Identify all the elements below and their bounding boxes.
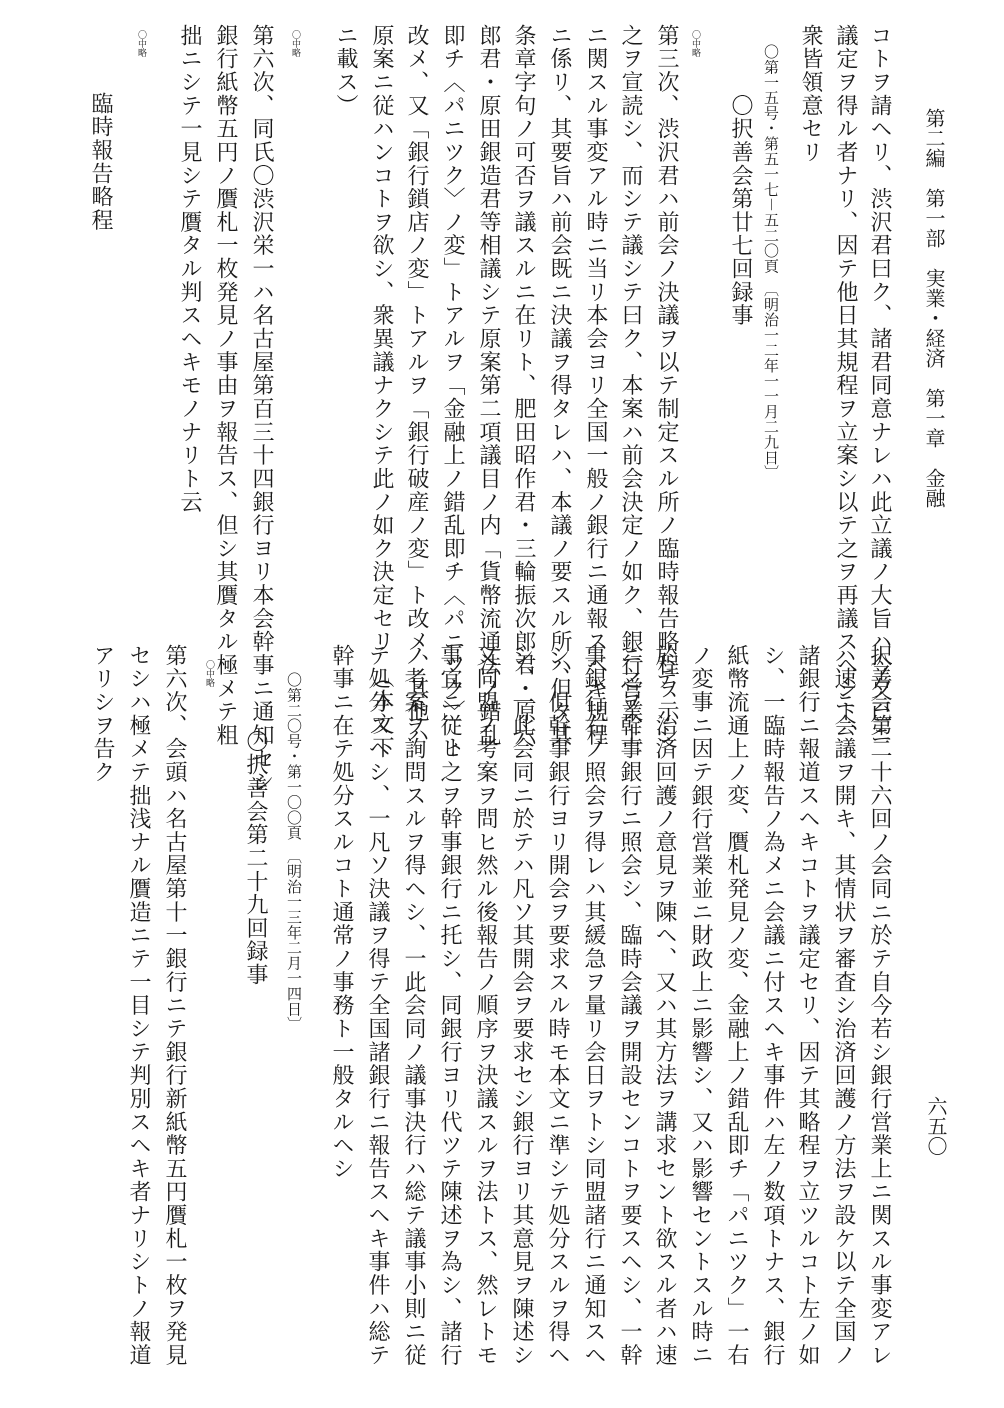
text-line: 改メ、又「銀行鎖店ノ変」トアルヲ「銀行破産ノ変」ト改メ、其他ハ [404, 24, 429, 747]
text-line: 第三次、渋沢君ハ前会ノ決議ヲ以テ制定スル所ノ臨時報告略程ヲ示シ [654, 24, 679, 747]
text-line: ノ考案ヲ詢問スルヲ得ヘシ、一此会同ノ議事決行ハ総テ議事小則ニ従 [401, 644, 426, 1367]
text-line: 衆皆領意セリ [798, 24, 823, 164]
omission-note: 〇中略 [136, 30, 146, 57]
page-number: 六五〇 [924, 1096, 948, 1156]
text-line: ニ関スル事変アル時ニ当リ本会ヨリ全国一般ノ銀行ニ通報スヘキ規程 [583, 24, 608, 747]
text-line: ニ之ヲ幹事銀行ニ照会シ、臨時会議ヲ開設センコトヲ要スヘシ、一幹 [617, 644, 642, 1367]
text-line: 諸銀行ニ報道スヘキコトヲ議定セリ、因テ其略程ヲ立ツルコト左ノ如 [795, 644, 820, 1367]
text-line: シ、但幹事銀行ヨリ開会ヲ要求スル時モ本文ニ準シテ処分スルヲ得ヘ [545, 644, 570, 1367]
text-line: 於テ、治済回護ノ意見ヲ陳ヘ、又ハ其方法ヲ講求セント欲スル者ハ速 [652, 644, 677, 1367]
text-line: 又同盟ノ考案ヲ問ヒ然ル後報告ノ順序ヲ決議スルヲ法トス、然レトモ [473, 644, 498, 1367]
source-citation: 〇第二〇号・第一〇〇頁 〔明治一三年二月一四日〕 [285, 672, 303, 1032]
source-citation: 〇第一五号・第五一七－五二〇頁 〔明治一二年一一月二九日〕 [762, 44, 780, 481]
text-line: 即チ〈パニツク〉ノ変」トアルヲ「金融上ノ錯乱即チ〈パニツク〉」ト [440, 24, 465, 760]
section-heading: 〇択善会第二十九回録事 [243, 730, 268, 987]
text-line: 拙ニシテ一見シテ贋タル判スヘキモノナリト云 [177, 24, 202, 514]
text-line: シ、一此会同ニ於テハ凡ソ其開会ヲ要求セシ銀行ヨリ其意見ヲ陳述シ [509, 644, 534, 1367]
text-line: コトヲ請ヘリ、渋沢君曰ク、諸君同意ナレハ此立議ノ大旨ハ今夕已ニ [867, 24, 892, 747]
text-line: 第六次、会頭ハ名古屋第十一銀行ニテ銀行新紙幣五円贋札一枚ヲ発見 [162, 644, 187, 1367]
text-line: 幹事ニ在テ処分スルコト通常ノ事務ト一般タルヘシ [329, 644, 354, 1181]
omission-note: 〇中略 [290, 30, 300, 57]
text-line: 条章字句ノ可否ヲ議スルニ在リト、肥田昭作君・三輪振次郎君・原六 [511, 24, 536, 747]
text-line: ニ載ス） [333, 24, 358, 118]
text-line: 郎君・原田銀造君等相議シテ原案第二項議目ノ内「貨幣流通法ノ錯乱 [476, 24, 501, 747]
text-line: ノ変事ニ因テ銀行営業並ニ財政上ニ影響シ、又ハ影響セントスル時ニ [688, 644, 713, 1367]
text-line: 事銀行右ノ照会ヲ得レハ其緩急ヲ量リ会日ヲトシ同盟諸行ニ通知スヘ [581, 644, 606, 1367]
text-line: ハ速ニ会議ヲ開キ、其情状ヲ審査シ治済回護ノ方法ヲ設ケ以テ全国ノ [831, 644, 856, 1367]
text-line: 原案ニ従ハンコトヲ欲シ、衆異議ナクシテ此ノ如ク決定セリ （本文下 [369, 24, 394, 760]
text-line: 議定ヲ得ル者ナリ、因テ他日其規程ヲ立案シ以テ之ヲ再議スヘシト、 [833, 24, 858, 747]
text-line: 択善会第二十六回ノ会同ニ於テ自今若シ銀行営業上ニ関スル事変アレ [867, 644, 892, 1367]
text-line: アリシヲ告ク [90, 644, 115, 784]
text-line: 銀行紙幣五円ノ贋札一枚発見ノ事由ヲ報告ス、但シ其贋タル極メテ粗 [213, 24, 238, 747]
text-line: 第六次、同氏〇渋沢栄一ハ名古屋第百三十四銀行ヨリ本会幹事ニ通知セシ [249, 24, 274, 794]
omission-note: 〇中略 [690, 30, 700, 57]
running-head: 第二編 第一部 実業・経済 第一章 金融 [922, 108, 946, 508]
section-heading: 臨時報告略程 [88, 92, 113, 232]
text-line: ニ係リ、其要旨ハ前会既ニ決議ヲ得タレハ、本議ノ要スル所ハ但タ其 [547, 24, 572, 747]
text-line: テ処分スヘシ、一凡ソ決議ヲ得テ全国諸銀行ニ報告スヘキ事件ハ総テ [365, 644, 390, 1367]
text-line: 事宜ニ従ヒ之ヲ幹事銀行ニ托シ、同銀行ヨリ代ツテ陳述ヲ為シ、諸行 [437, 644, 462, 1367]
omission-note: 〇中略 [204, 660, 214, 687]
section-heading: 〇択善会第廿七回録事 [728, 94, 753, 328]
text-line: セシハ極メテ拙浅ナル贋造ニテ一目シテ判別スヘキ者ナリシトノ報道 [126, 644, 151, 1367]
text-line: 紙幣流通上ノ変、贋札発見ノ変、金融上ノ錯乱即チ「パニツク」一右 [724, 644, 749, 1367]
text-line: 之ヲ宣読シ、而シテ議シテ曰ク、本案ハ前会決定ノ如ク、銀行営業上 [618, 24, 643, 747]
text-line: シ、一臨時報告ノ為メニ会議ニ付スヘキ事件ハ左ノ数項トナス、銀行 [760, 644, 785, 1367]
